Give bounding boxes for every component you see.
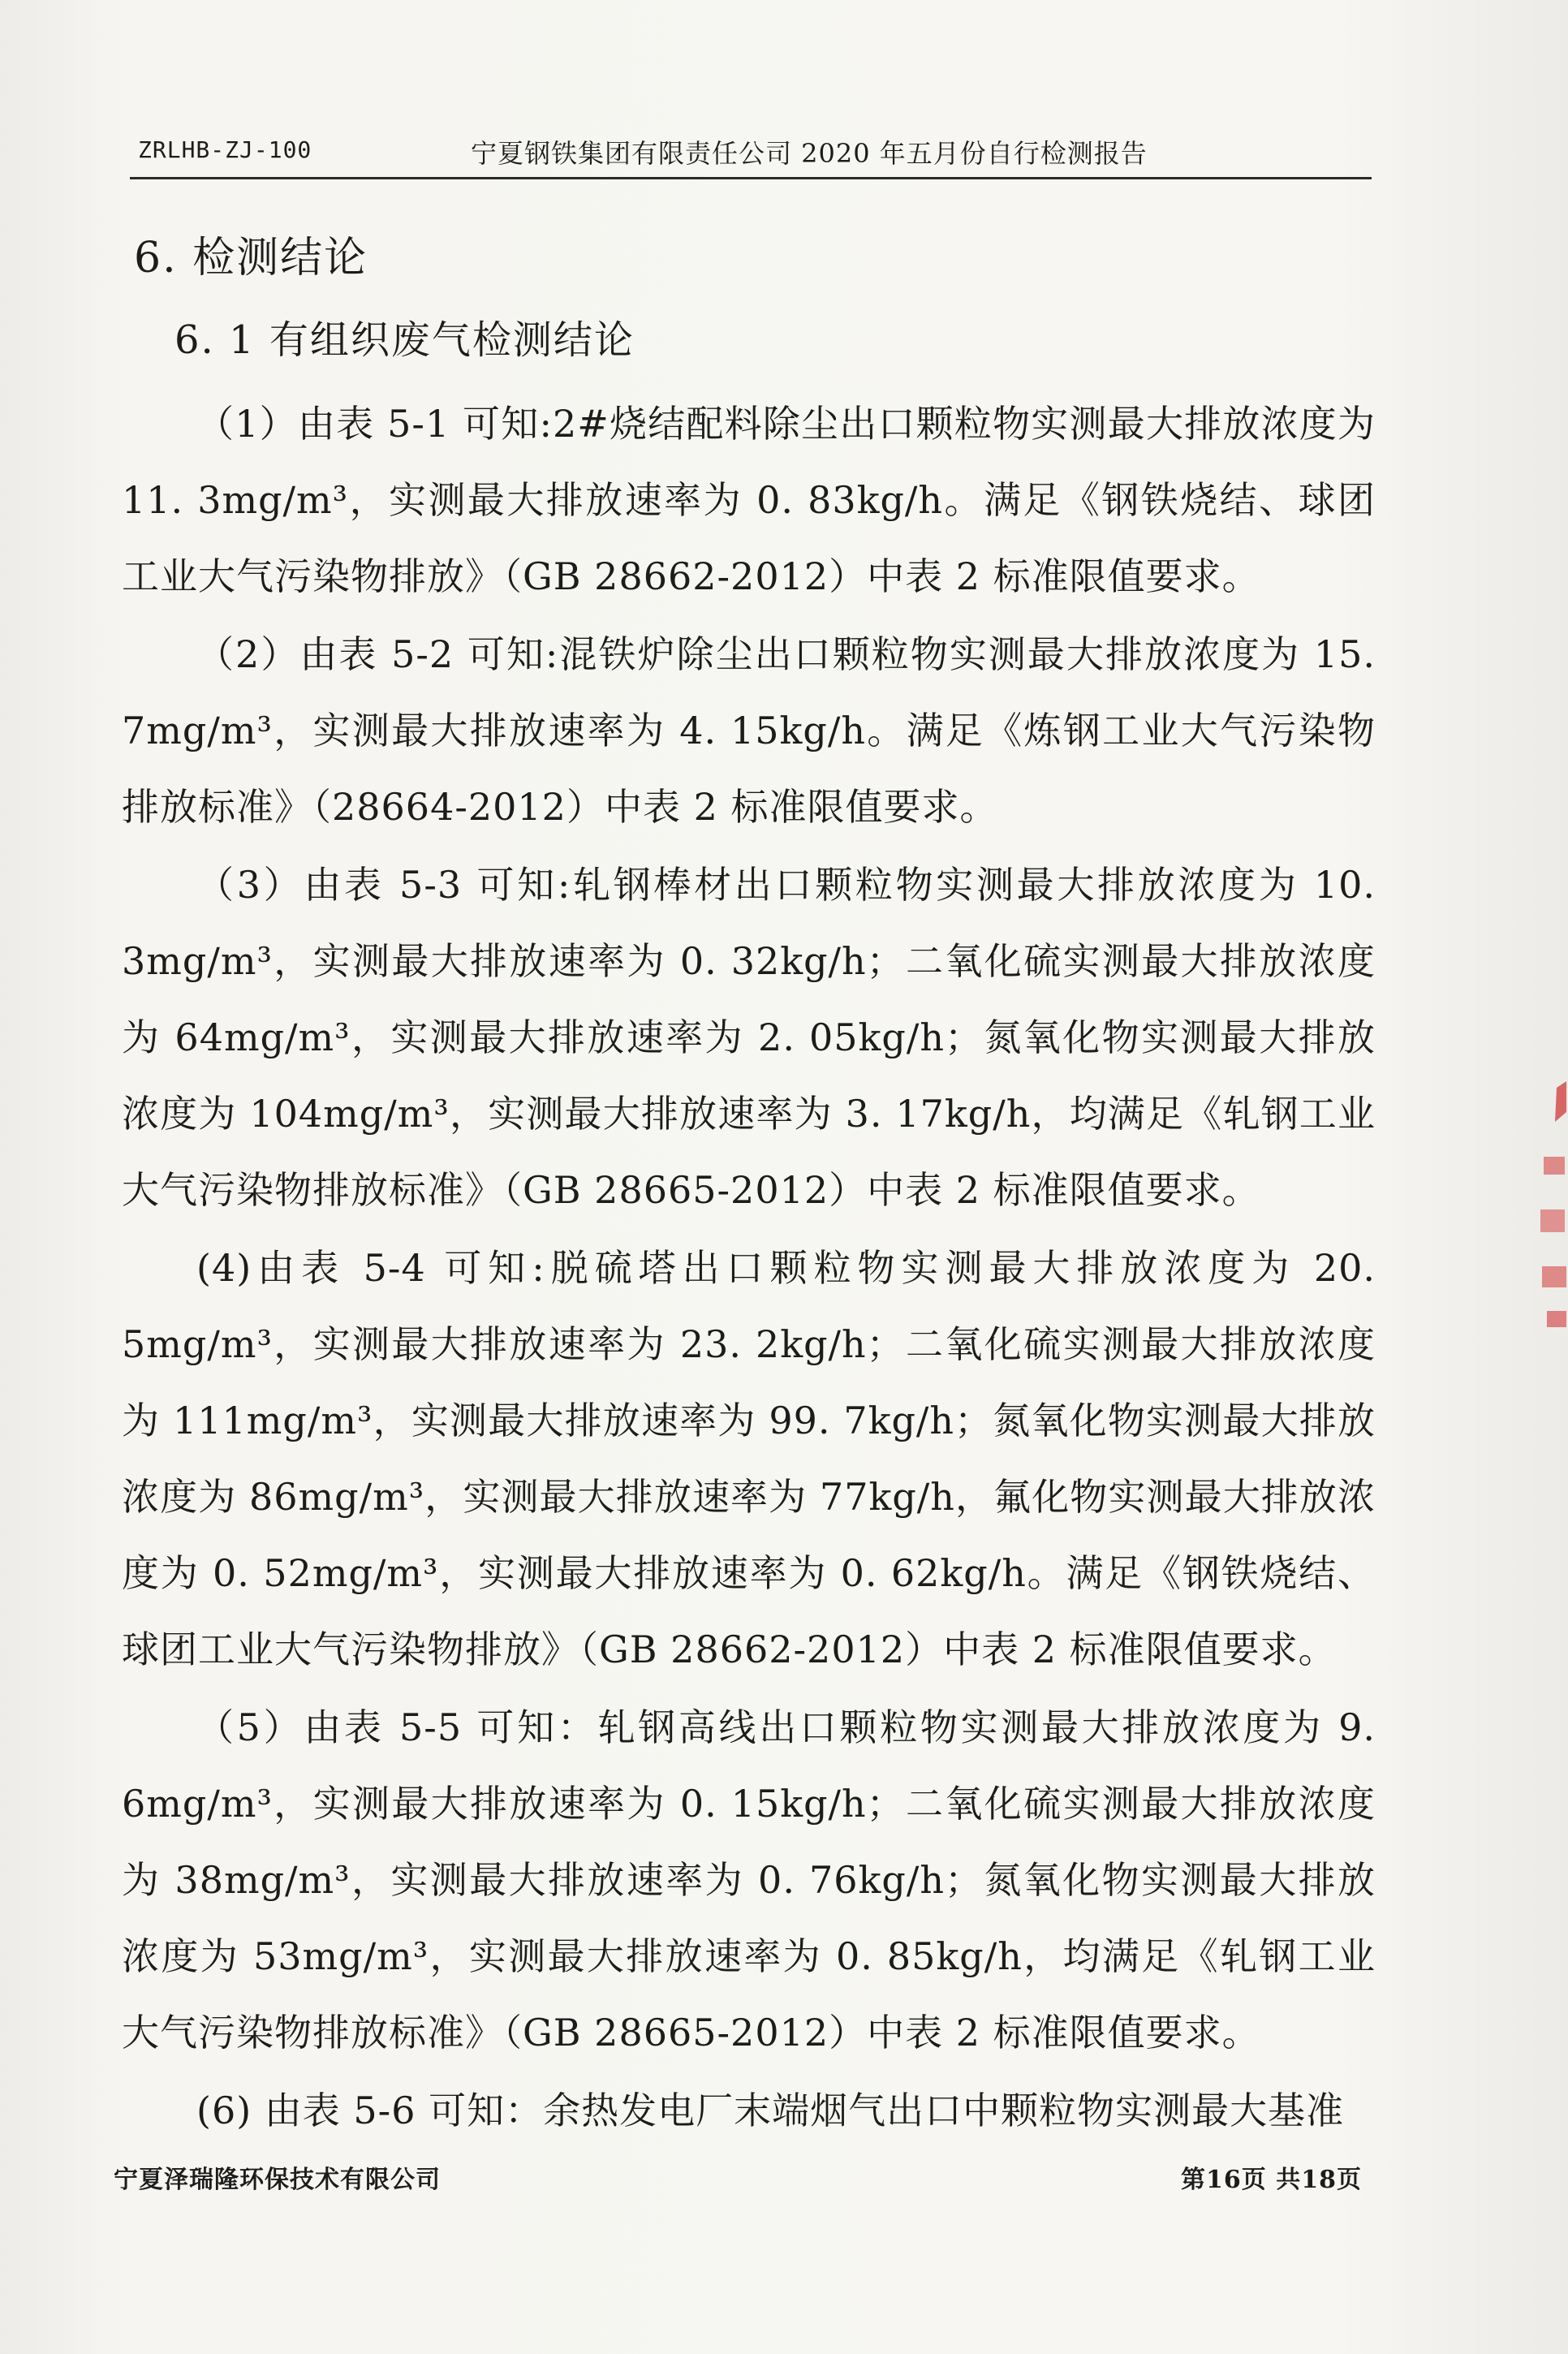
- section-title: 6. 检测结论: [134, 234, 368, 282]
- report-title: 宁夏钢铁集团有限责任公司 2020 年五月份自行检测报告: [471, 138, 1148, 169]
- body-text: [122, 386, 1376, 2150]
- paragraph-4: (4)由表 5-4 可知:脱硫塔出口颗粒物实测最大排放浓度为 20. 5mg/m³，实测最大排放速率为 23. 2kg/h；二氧化硫实测最大排放浓度为 111mg/m³，实测最大排放速率为 99. 7kg/h；氮氧化物实测最大排放浓度为 86mg/m³，实测最大排放速率为 77kg/h，氟化物实测最大排放浓度为 0. 52mg/m³，实测最大排放速率为 0. 62kg/h。满足《钢铁烧结、球团工业大气污染物排放》（GB 28662-2012）中表 2 标准限值要求。: [122, 1246, 1376, 1671]
- paragraph-6: (6) 由表 5-6 可知：余热发电厂末端烟气出口中颗粒物实测最大基准: [196, 2089, 1345, 2132]
- page-number-label: 第16页 共18页: [1181, 2166, 1362, 2194]
- seal-stamp-fragment: [1532, 1080, 1568, 1331]
- page-header: [130, 122, 1372, 179]
- subsection-title: 6. 1 有组织废气检测结论: [174, 317, 635, 363]
- footer-company: 宁夏泽瑞隆环保技术有限公司: [114, 2166, 441, 2194]
- header-divider: [130, 177, 1372, 179]
- paragraph-2: （2）由表 5-2 可知:混铁炉除尘出口颗粒物实测最大排放浓度为 15. 7mg/m³，实测最大排放速率为 4. 15kg/h。满足《炼钢工业大气污染物排放标准》（28664-2012）中表 2 标准限值要求。: [122, 632, 1376, 829]
- paragraph-1: （1）由表 5-1 可知:2#烧结配料除尘出口颗粒物实测最大排放浓度为 11. 3mg/m³，实测最大排放速率为 0. 83kg/h。满足《钢铁烧结、球团工业大气污染物排放》（GB 28662-2012）中表 2 标准限值要求。: [122, 402, 1376, 598]
- footer-page-number: [1181, 2159, 1362, 2195]
- document-code: ZRLHB-ZJ-100: [138, 136, 312, 163]
- paragraph-3: （3）由表 5-3 可知:轧钢棒材出口颗粒物实测最大排放浓度为 10. 3mg/m³，实测最大排放速率为 0. 32kg/h；二氧化硫实测最大排放浓度为 64mg/m³，实测最大排放速率为 2. 05kg/h；氮氧化物实测最大排放浓度为 104mg/m³，实测最大排放速率为 3. 17kg/h，均满足《轧钢工业大气污染物排放标准》（GB 28665-2012）中表 2 标准限值要求。: [122, 863, 1376, 1212]
- paragraph-5: （5）由表 5-5 可知：轧钢高线出口颗粒物实测最大排放浓度为 9. 6mg/m³，实测最大排放速率为 0. 15kg/h；二氧化硫实测最大排放浓度为 38mg/m³，实测最大排放速率为 0. 76kg/h；氮氧化物实测最大排放浓度为 53mg/m³，实测最大排放速率为 0. 85kg/h，均满足《轧钢工业大气污染物排放标准》（GB 28665-2012）中表 2 标准限值要求。: [122, 1705, 1376, 2054]
